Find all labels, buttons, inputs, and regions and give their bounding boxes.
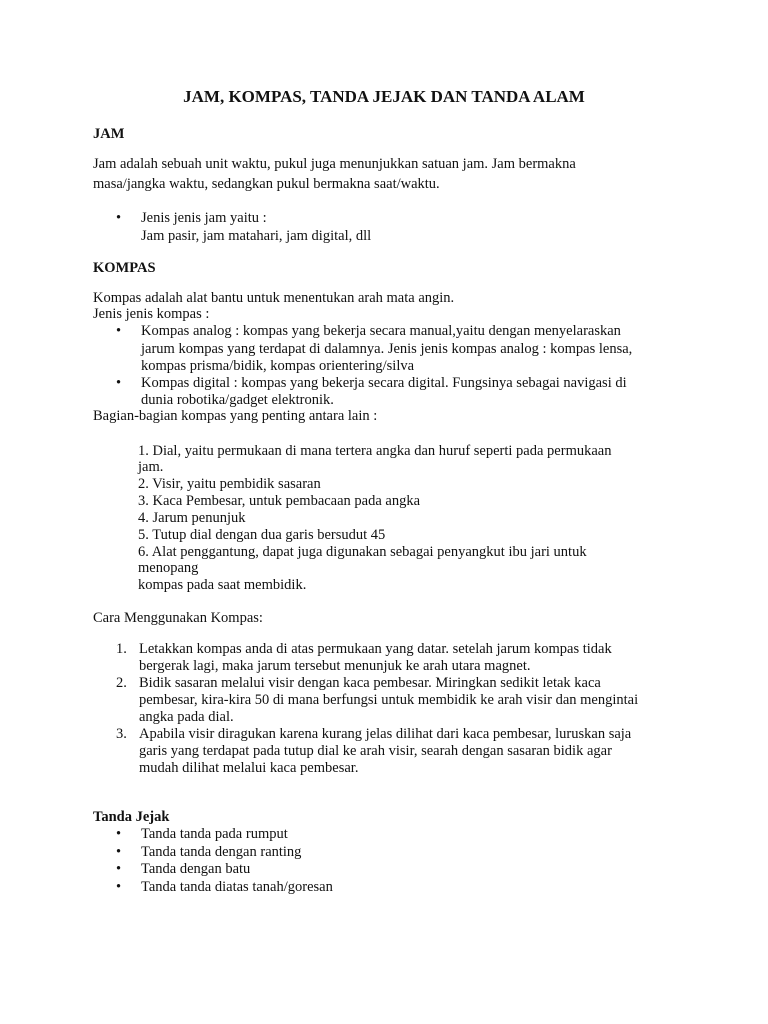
- step-line: Apabila visir diragukan karena kurang jelas dilihat dari kaca pembesar, luruskan saja: [139, 726, 632, 742]
- step-number: 2.: [116, 675, 127, 691]
- step-line: angka pada dial.: [139, 709, 234, 725]
- paragraph-line: Kompas adalah alat bantu untuk menentukan arah mata angin.: [93, 290, 455, 306]
- paragraph-line: Bagian-bagian kompas yang penting antara lain :: [93, 408, 378, 424]
- parts-line: 3. Kaca Pembesar, untuk pembacaan pada angka: [138, 493, 421, 509]
- step-number: 1.: [116, 641, 127, 657]
- paragraph-line: Jam adalah sebuah unit waktu, pukul juga menunjukkan satuan jam. Jam bermakna: [93, 156, 576, 172]
- step-line: Bidik sasaran melalui visir dengan kaca pembesar. Miringkan sedikit letak kaca: [139, 675, 601, 691]
- step-line: garis yang terdapat pada tutup dial ke arah visir, searah dengan sasaran bidik agar: [139, 743, 612, 759]
- section-heading-kompas: KOMPAS: [93, 260, 156, 276]
- parts-line: 4. Jarum penunjuk: [138, 510, 246, 526]
- list-item-continuation: dunia robotika/gadget elektronik.: [141, 392, 334, 408]
- section-heading-tanda-jejak: Tanda Jejak: [93, 809, 170, 825]
- list-item: Tanda tanda diatas tanah/goresan: [141, 879, 333, 895]
- parts-line: jam.: [138, 459, 164, 475]
- parts-line: 6. Alat penggantung, dapat juga digunakan sebagai penyangkut ibu jari untuk: [138, 544, 587, 560]
- step-number: 3.: [116, 726, 127, 742]
- parts-line: 5. Tutup dial dengan dua garis bersudut 45: [138, 527, 386, 543]
- step-line: Letakkan kompas anda di atas permukaan yang datar. setelah jarum kompas tidak: [139, 641, 612, 657]
- bullet-icon: •: [116, 879, 122, 895]
- list-item-continuation: kompas prisma/bidik, kompas orientering/silva: [141, 358, 415, 374]
- list-item: Tanda tanda pada rumput: [141, 826, 288, 842]
- list-item: Kompas digital : kompas yang bekerja secara digital. Fungsinya sebagai navigasi di: [141, 375, 627, 391]
- list-item: Jenis jenis jam yaitu :: [141, 210, 267, 226]
- paragraph-line: Jenis jenis kompas :: [93, 306, 210, 322]
- paragraph-line: masa/jangka waktu, sedangkan pukul bermakna saat/waktu.: [93, 176, 440, 192]
- section-heading-jam: JAM: [93, 126, 125, 142]
- bullet-icon: •: [116, 844, 122, 860]
- step-line: bergerak lagi, maka jarum tersebut menunjuk ke arah utara magnet.: [139, 658, 531, 674]
- bullet-icon: •: [116, 375, 122, 391]
- bullet-icon: •: [116, 323, 122, 339]
- parts-line: 2. Visir, yaitu pembidik sasaran: [138, 476, 321, 492]
- bullet-icon: •: [116, 861, 122, 877]
- list-item: Kompas analog : kompas yang bekerja secara manual,yaitu dengan menyelaraskan: [141, 323, 621, 339]
- list-item: Tanda dengan batu: [141, 861, 251, 877]
- list-item: Tanda tanda dengan ranting: [141, 844, 302, 860]
- bullet-icon: •: [116, 210, 122, 226]
- step-line: pembesar, kira-kira 50 di mana berfungsi untuk membidik ke arah visir dan mengintai: [139, 692, 639, 708]
- page-title: JAM, KOMPAS, TANDA JEJAK DAN TANDA ALAM: [183, 87, 585, 106]
- list-item-continuation: jarum kompas yang terdapat di dalamnya. Jenis jenis kompas analog : kompas lensa,: [141, 341, 633, 357]
- list-item-continuation: Jam pasir, jam matahari, jam digital, dll: [141, 228, 372, 244]
- parts-line: kompas pada saat membidik.: [138, 577, 307, 593]
- bullet-icon: •: [116, 826, 122, 842]
- usage-title: Cara Menggunakan Kompas:: [93, 610, 263, 626]
- step-line: mudah dilihat melalui kaca pembesar.: [139, 760, 359, 776]
- parts-line: 1. Dial, yaitu permukaan di mana tertera angka dan huruf seperti pada permukaan: [138, 443, 612, 459]
- parts-line: menopang: [138, 560, 199, 576]
